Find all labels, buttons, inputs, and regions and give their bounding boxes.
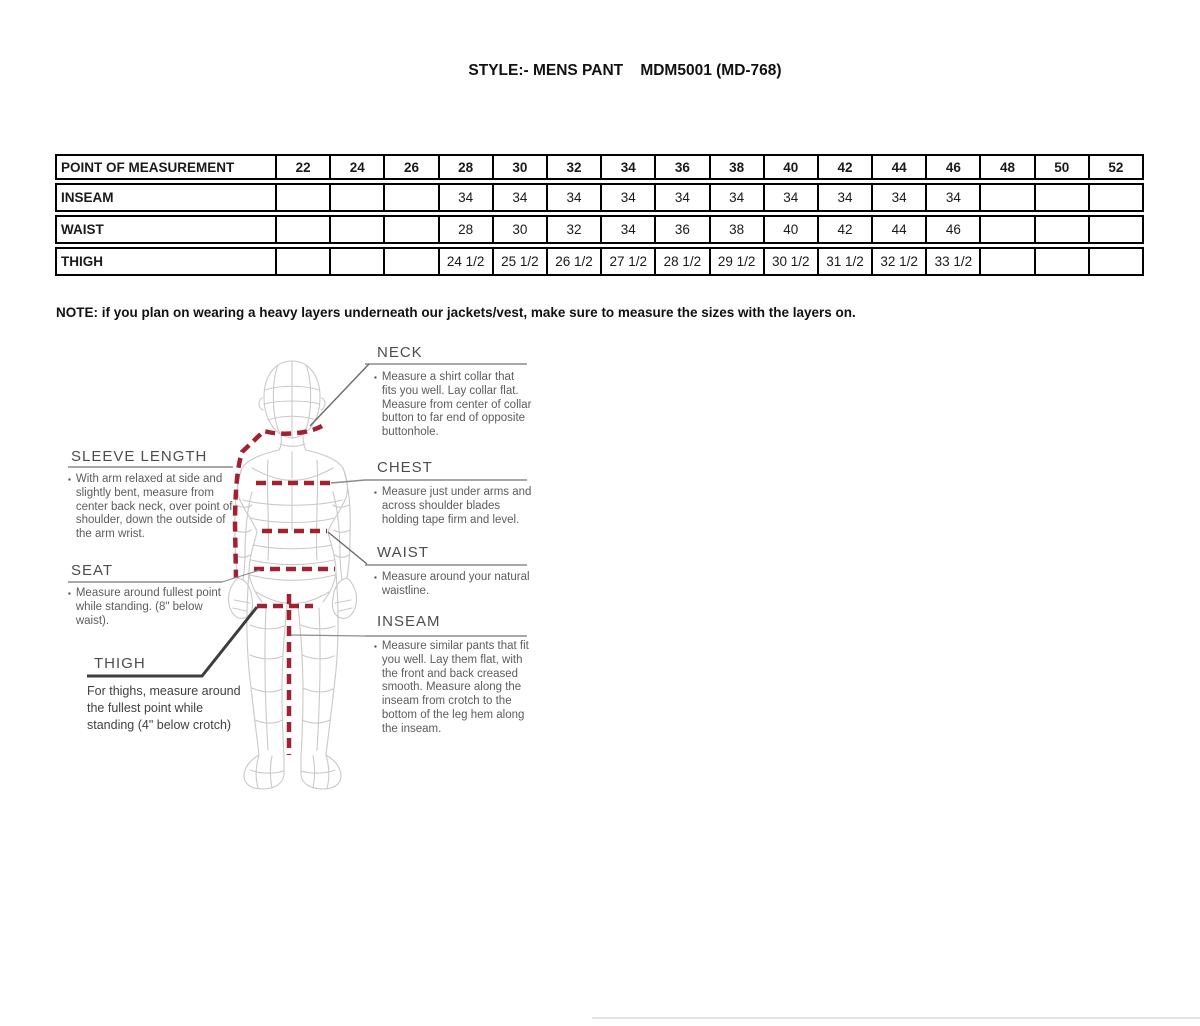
size-cell: 30: [492, 217, 546, 242]
size-cell: [275, 217, 329, 242]
size-cell: 34: [546, 185, 600, 210]
size-cell: 26 1/2: [546, 249, 600, 274]
size-cell: 25 1/2: [492, 249, 546, 274]
size-column-header: 22: [275, 156, 329, 178]
chest-heading: CHEST: [377, 459, 433, 476]
thigh-description: [87, 683, 241, 734]
size-cell: 34: [654, 185, 708, 210]
row-label: WAIST: [61, 222, 104, 237]
neck-description: [374, 371, 532, 440]
row-label: THIGH: [61, 254, 103, 269]
size-cell: 32: [546, 217, 600, 242]
size-cell: 36: [654, 217, 708, 242]
size-cell: 34: [763, 185, 817, 210]
size-cell: 34: [492, 185, 546, 210]
size-cell: 44: [871, 217, 925, 242]
table-header-row: [55, 154, 1144, 180]
size-column-header: 28: [438, 156, 492, 178]
neck-description-text: Measure a shirt collar that fits you well. Lay collar flat. Measure from center of collar button to far end of opposite buttonhole.: [381, 371, 532, 439]
size-column-header: 24: [329, 156, 383, 178]
size-cell: 28: [438, 217, 492, 242]
bullet-icon: ▪: [374, 488, 377, 497]
size-column-header: 38: [709, 156, 763, 178]
size-cell: [1034, 217, 1088, 242]
chest-description-text: Measure just under arms and across shoulder blades holding tape firm and level.: [381, 486, 532, 526]
row-label: INSEAM: [61, 190, 114, 205]
size-cell: 29 1/2: [709, 249, 763, 274]
size-cell: 24 1/2: [438, 249, 492, 274]
size-column-header: 30: [492, 156, 546, 178]
size-table: [55, 154, 1144, 279]
waist-heading: WAIST: [377, 544, 429, 561]
table-row: [55, 215, 1144, 244]
size-cell: [1088, 217, 1142, 242]
size-column-header: 40: [763, 156, 817, 178]
table-row: [55, 247, 1144, 276]
bullet-icon: ▪: [374, 373, 377, 382]
inseam-description: [374, 640, 534, 737]
page-title: STYLE:- MENS PANT MDM5001 (MD-768): [468, 62, 782, 79]
size-cell: [1088, 249, 1142, 274]
size-cell: [979, 185, 1033, 210]
note-text: NOTE: if you plan on wearing a heavy layers underneath our jackets/vest, make sure to measure the sizes with the layers on.: [56, 305, 856, 320]
size-cell: [383, 185, 437, 210]
table-row: [55, 183, 1144, 212]
bullet-icon: ▪: [68, 475, 71, 484]
size-cell: 46: [925, 217, 979, 242]
size-column-header: 32: [546, 156, 600, 178]
size-cell: [1088, 185, 1142, 210]
size-cell: 34: [871, 185, 925, 210]
chest-description: [374, 486, 532, 527]
thigh-heading: THIGH: [94, 655, 146, 672]
size-cell: [1034, 249, 1088, 274]
size-cell: 27 1/2: [600, 249, 654, 274]
size-column-header: 42: [817, 156, 871, 178]
size-cell: 31 1/2: [817, 249, 871, 274]
neck-sleeve-dash: [235, 426, 322, 578]
sleeve-length-description-text: With arm relaxed at side and slightly bent, measure from center back neck, over point of shoulder, down the outside of the arm wrist.: [75, 473, 233, 541]
bullet-icon: ▪: [374, 573, 377, 582]
seat-description: [68, 587, 228, 628]
size-column-header: 34: [600, 156, 654, 178]
size-cell: 34: [817, 185, 871, 210]
waist-description-text: Measure around your natural waistline.: [381, 571, 530, 597]
size-column-header: 48: [979, 156, 1033, 178]
sleeve-length-heading: SLEEVE LENGTH: [71, 448, 208, 465]
size-cell: [383, 249, 437, 274]
bullet-icon: ▪: [68, 589, 71, 598]
thigh-description-text: For thighs, measure around the fullest point while standing (4" below crotch): [87, 684, 241, 732]
size-cell: [979, 249, 1033, 274]
size-column-header: 44: [871, 156, 925, 178]
seat-description-text: Measure around fullest point while standing. (8" below waist).: [75, 587, 221, 627]
size-column-header: 36: [654, 156, 708, 178]
sleeve-length-description: [68, 473, 240, 542]
size-cell: 28 1/2: [654, 249, 708, 274]
inseam-heading: INSEAM: [377, 613, 441, 630]
size-column-header: 50: [1034, 156, 1088, 178]
waist-description: [374, 571, 532, 599]
size-cell: 40: [763, 217, 817, 242]
size-cell: [1034, 185, 1088, 210]
size-cell: [329, 185, 383, 210]
size-cell: 30 1/2: [763, 249, 817, 274]
page-bottom-divider: [592, 1017, 1200, 1019]
inseam-description-text: Measure similar pants that fit you well. Lay them flat, with the front and back creased smooth. Measure along the inseam from crotch to the bottom of the leg hem along the inseam.: [381, 640, 529, 735]
size-cell: [383, 217, 437, 242]
size-cell: 42: [817, 217, 871, 242]
size-cell: [329, 249, 383, 274]
seat-heading: SEAT: [71, 562, 114, 579]
size-cell: 34: [600, 217, 654, 242]
body-wireframe: [228, 361, 356, 789]
size-column-header: 52: [1088, 156, 1142, 178]
size-cell: 34: [438, 185, 492, 210]
column-header-label: POINT OF MEASUREMENT: [61, 159, 235, 175]
size-cell: [275, 249, 329, 274]
size-cell: 33 1/2: [925, 249, 979, 274]
size-column-header: 26: [383, 156, 437, 178]
size-cell: 34: [925, 185, 979, 210]
neck-heading: NECK: [377, 344, 423, 361]
size-cell: 34: [709, 185, 763, 210]
size-cell: [979, 217, 1033, 242]
size-cell: [275, 185, 329, 210]
bullet-icon: ▪: [374, 642, 377, 651]
size-cell: [329, 217, 383, 242]
size-cell: 38: [709, 217, 763, 242]
size-column-header: 46: [925, 156, 979, 178]
size-cell: 32 1/2: [871, 249, 925, 274]
size-cell: 34: [600, 185, 654, 210]
